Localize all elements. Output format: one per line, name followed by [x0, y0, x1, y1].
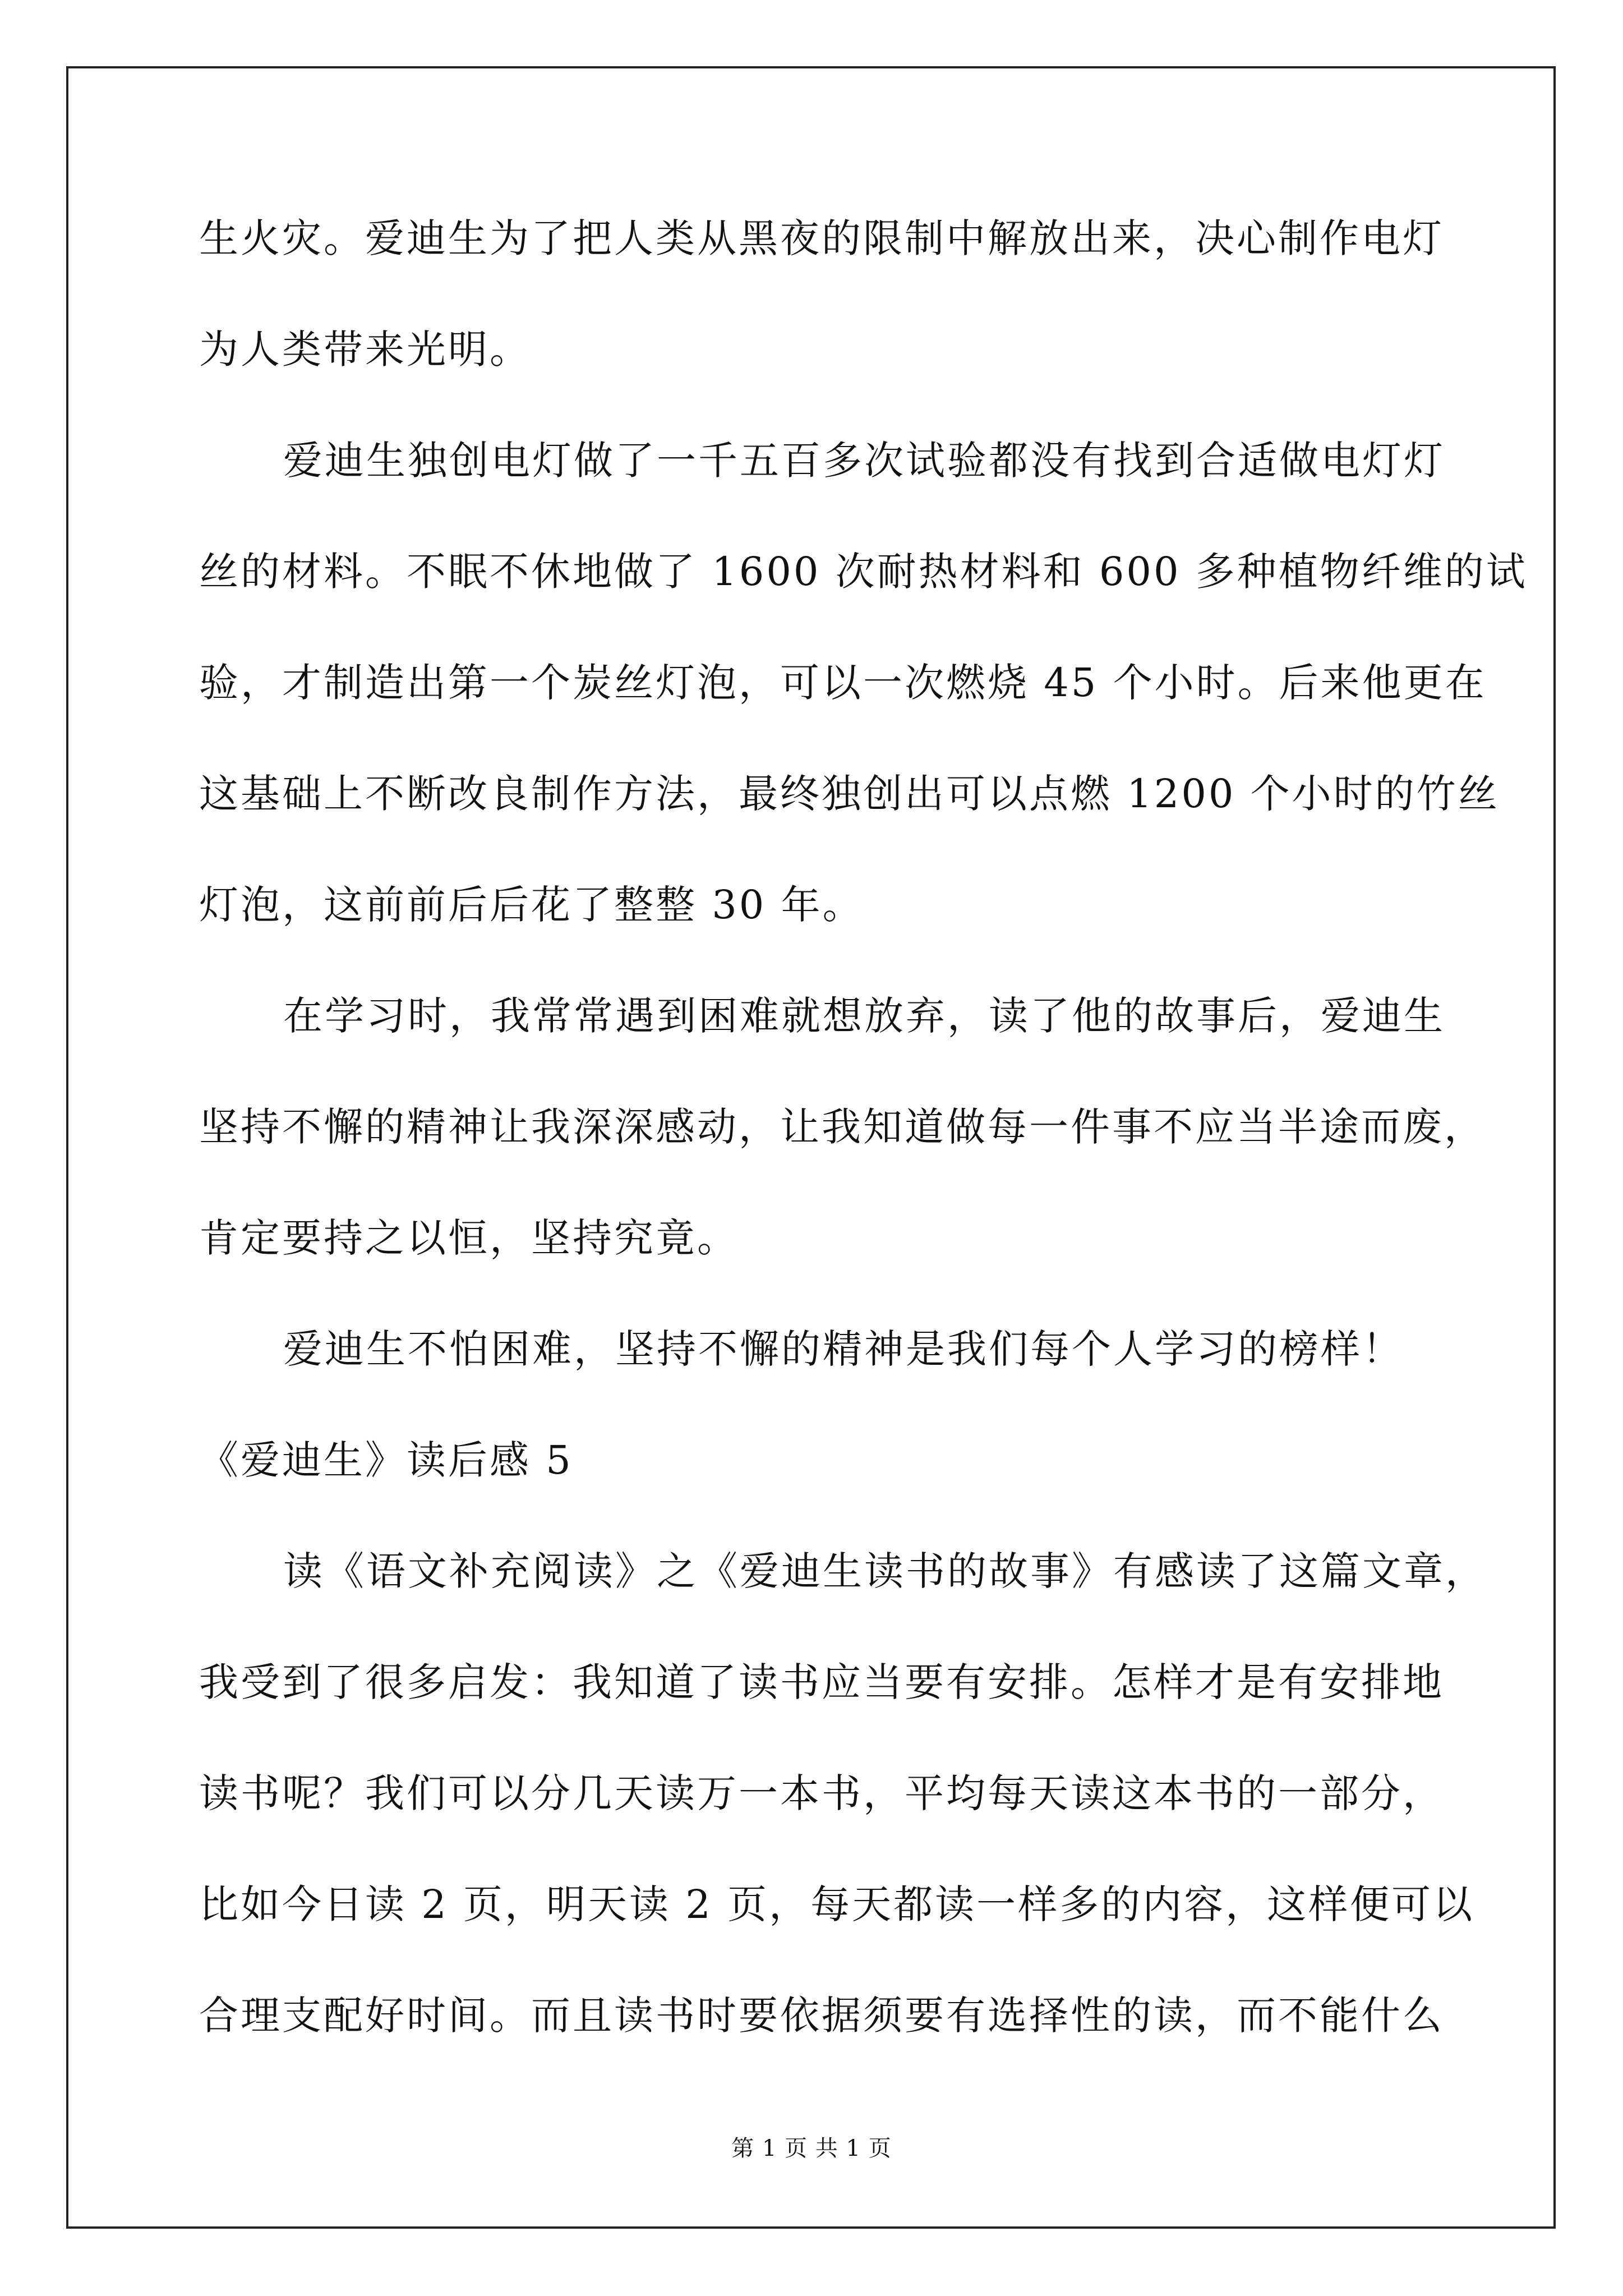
paragraph-start-line: 爱迪生不怕困难，坚持不懈的精神是我们每个人学习的榜样！	[283, 1326, 1404, 1372]
paragraph-start-line: 读《语文补充阅读》之《爱迪生读书的故事》有感读了这篇文章，	[283, 1548, 1487, 1594]
text-line: 灯泡，这前前后后花了整整 30 年。	[199, 882, 864, 928]
text-line: 我受到了很多启发：我知道了读书应当要有安排。怎样才是有安排地	[199, 1659, 1444, 1705]
text-line: 这基础上不断改良制作方法，最终独创出可以点燃 1200 个小时的竹丝	[199, 771, 1500, 817]
text-line: 丝的材料。不眠不休地做了 1600 次耐热材料和 600 多种植物纤维的试	[199, 549, 1528, 595]
section-heading: 《爱迪生》读后感 5	[199, 1437, 573, 1483]
text-line: 验，才制造出第一个炭丝灯泡，可以一次燃烧 45 个小时。后来他更在	[199, 660, 1487, 706]
paragraph-start-line: 爱迪生独创电灯做了一千五百多次试验都没有找到合适做电灯灯	[283, 438, 1445, 484]
page-footer: 第 1 页 共 1 页	[731, 2136, 892, 2161]
text-line: 为人类带来光明。	[199, 326, 531, 372]
text-line: 合理支配好时间。而且读书时要依据须要有选择性的读，而不能什么	[199, 1993, 1444, 2039]
paragraph-start-line: 在学习时，我常常遇到困难就想放弃，读了他的故事后，爱迪生	[283, 993, 1445, 1039]
text-line: 读书呢？我们可以分几天读万一本书，平均每天读这本书的一部分，	[199, 1770, 1444, 1816]
text-line: 肯定要持之以恒，坚持究竟。	[199, 1215, 739, 1261]
text-line: 坚持不懈的精神让我深深感动，让我知道做每一件事不应当半途而废，	[199, 1104, 1486, 1150]
text-line: 生火灾。爱迪生为了把人类从黑夜的限制中解放出来，决心制作电灯	[199, 215, 1444, 261]
text-line: 比如今日读 2 页，明天读 2 页，每天都读一样多的内容，这样便可以	[199, 1881, 1475, 1927]
